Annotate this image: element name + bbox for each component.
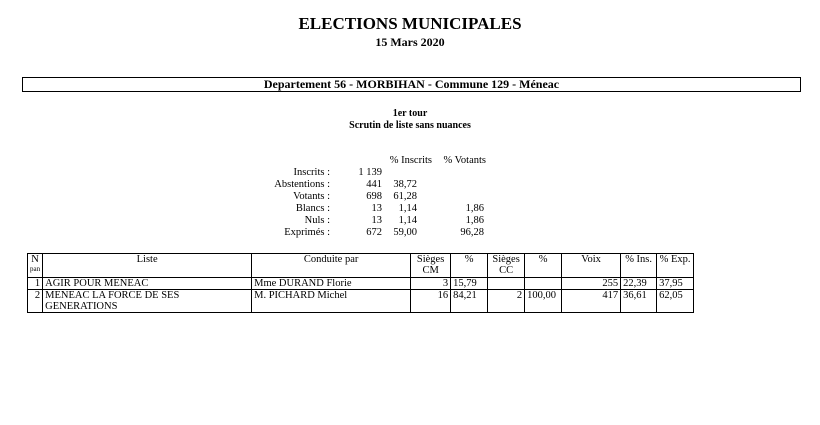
stats-label: Inscrits : xyxy=(293,167,330,178)
col-sieges-cm-1: Sièges xyxy=(416,254,445,265)
stats-label: Exprimés : xyxy=(284,227,330,238)
cell-sieges-cm: 3 xyxy=(411,278,451,290)
col-pct-ins: % Ins. xyxy=(621,254,657,278)
col-sieges-cc-1: Sièges xyxy=(492,254,520,265)
col-n xyxy=(28,254,43,278)
cell-pct-cm: 84,21 xyxy=(451,290,488,313)
stats-header-votants: % Votants xyxy=(443,155,486,166)
col-n-sub: pan xyxy=(30,265,41,273)
cell-voix: 255 xyxy=(562,278,621,290)
election-date: 15 Mars 2020 xyxy=(375,35,445,49)
results-table xyxy=(27,253,694,313)
cell-sieges-cc: 2 xyxy=(488,290,525,313)
col-pct-cc: % xyxy=(525,254,562,278)
stats-label: Votants : xyxy=(293,191,330,202)
table-row xyxy=(28,290,694,313)
stats-pct-votants: 96,28 xyxy=(460,227,484,238)
cell-conduite: M. PICHARD Michel xyxy=(252,290,411,313)
col-sieges-cm xyxy=(411,254,451,278)
cell-pct-cc xyxy=(525,278,562,290)
col-sieges-cc xyxy=(488,254,525,278)
stats-value: 672 xyxy=(366,227,382,238)
cell-pct-exp: 37,95 xyxy=(657,278,694,290)
tour-label: 1er tour xyxy=(392,108,428,119)
stats-pct-votants: 1,86 xyxy=(465,215,484,226)
cell-voix: 417 xyxy=(562,290,621,313)
stats-value: 698 xyxy=(366,191,382,202)
cell-conduite: Mme DURAND Florie xyxy=(252,278,411,290)
cell-pct-ins: 22,39 xyxy=(621,278,657,290)
stats-label: Abstentions : xyxy=(274,179,330,190)
table-row xyxy=(28,278,694,290)
stats-pct-inscrits: 1,14 xyxy=(398,203,417,214)
cell-pct-cc: 100,00 xyxy=(525,290,562,313)
stats-pct-inscrits: 59,00 xyxy=(393,227,417,238)
cell-sieges-cm: 16 xyxy=(411,290,451,313)
col-sieges-cm-2: CM xyxy=(422,265,439,276)
stats-pct-votants: 1,86 xyxy=(465,203,484,214)
col-voix: Voix xyxy=(562,254,621,278)
stats-label: Blancs : xyxy=(295,203,330,214)
stats-header-inscrits: % Inscrits xyxy=(389,155,432,166)
cell-liste: MENEAC LA FORCE DE SES GENERATIONS xyxy=(43,290,252,313)
col-liste: Liste xyxy=(43,254,252,278)
stats-value: 13 xyxy=(371,215,382,226)
stats-label: Nuls : xyxy=(304,215,330,226)
stats-value: 1 139 xyxy=(358,167,382,178)
cell-n: 2 xyxy=(28,290,43,313)
col-pct-cm: % xyxy=(451,254,488,278)
stats-pct-inscrits: 1,14 xyxy=(398,215,417,226)
col-conduite: Conduite par xyxy=(252,254,411,278)
cell-pct-cm: 15,79 xyxy=(451,278,488,290)
col-n-label: N xyxy=(31,254,39,265)
table-header-row xyxy=(28,254,694,278)
cell-liste: AGIR POUR MENEAC xyxy=(43,278,252,290)
cell-sieges-cc xyxy=(488,278,525,290)
stats-value: 441 xyxy=(366,179,382,190)
department-banner: Departement 56 - MORBIHAN - Commune 129 - Méneac xyxy=(22,77,801,92)
stats-pct-inscrits: 38,72 xyxy=(393,179,417,190)
cell-n: 1 xyxy=(28,278,43,290)
stats-value: 13 xyxy=(371,203,382,214)
stats-pct-inscrits: 61,28 xyxy=(393,191,417,202)
cell-pct-exp: 62,05 xyxy=(657,290,694,313)
col-sieges-cc-2: CC xyxy=(499,265,514,276)
page-title: ELECTIONS MUNICIPALES xyxy=(298,14,522,33)
cell-pct-ins: 36,61 xyxy=(621,290,657,313)
col-pct-exp: % Exp. xyxy=(657,254,694,278)
scrutin-label: Scrutin de liste sans nuances xyxy=(349,120,471,131)
